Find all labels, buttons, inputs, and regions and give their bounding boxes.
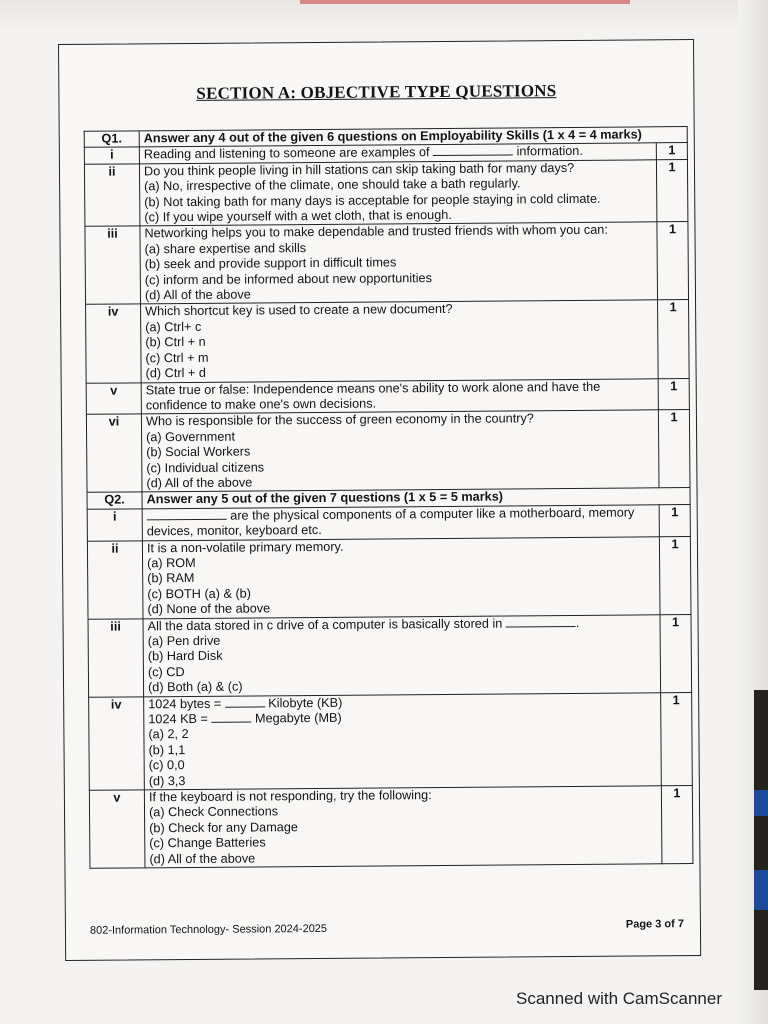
option-a: (a) Ctrl+ c	[145, 319, 202, 335]
conversion-pre: 1024 KB =	[148, 711, 208, 727]
question-number: ii	[84, 164, 139, 227]
question-stem: Which shortcut key is used to create a new document?	[145, 302, 453, 319]
exam-page	[58, 39, 701, 961]
option-d: (d) Ctrl + d	[145, 365, 206, 381]
option-d: (d) All of the above	[144, 287, 251, 303]
conversion-post: Megabyte (MB)	[254, 710, 342, 726]
question-text: State true or false: Independence means one's ability to work alone and have the confidence to make one's own decisions.	[141, 378, 658, 414]
question-text	[144, 786, 662, 868]
question-number: iv	[89, 696, 145, 790]
table-row	[87, 504, 690, 541]
marks-cell: 1	[661, 786, 693, 864]
option-a: (a) No, irrespective of the climate, one should take a bath regularly.	[144, 176, 521, 194]
option-b: (b) Not taking bath for many days is acceptable for people staying in cold climate.	[144, 191, 601, 209]
option-d: (d) All of the above	[146, 475, 253, 491]
question-stem: If the keyboard is not responding, try the following:	[148, 788, 432, 805]
option-d: (d) 3,3	[148, 773, 186, 788]
question-stem: Do you think people living in hill stations can skip taking bath for many days?	[143, 160, 575, 179]
question-number: i	[84, 147, 139, 164]
marks-cell: 1	[661, 692, 693, 786]
top-paper-edge	[0, 0, 768, 30]
option-b: (b) 1,1	[148, 742, 186, 758]
option-a: (a) Government	[146, 429, 235, 445]
question-stem-line: All the data stored in c drive of a computer is basically stored in .	[147, 615, 580, 633]
q2-instructions: Answer any 5 out of the given 7 questions (1 x 5 = 5 marks)	[142, 488, 690, 509]
question-number: iii	[85, 226, 141, 304]
question-number: v	[86, 382, 141, 414]
question-text	[139, 160, 656, 227]
question-stem: All the data stored in c drive of a computer is basically stored in	[147, 616, 503, 633]
option-c: (c) If you wipe yourself with a wet cloth, that is enough.	[144, 207, 452, 225]
marks-cell: 1	[656, 159, 687, 222]
question-number: i	[87, 509, 142, 541]
option-a: (a) Check Connections	[148, 804, 279, 820]
q2-number: Q2.	[87, 492, 142, 509]
questions-table	[84, 126, 694, 869]
answer-blank	[211, 712, 251, 723]
question-text	[143, 614, 661, 696]
question-text	[141, 300, 659, 382]
table-row	[86, 378, 689, 415]
marks-cell: 1	[656, 143, 687, 160]
question-number: vi	[86, 414, 142, 492]
answer-blank	[506, 616, 576, 628]
table-row	[86, 410, 690, 493]
option-a: (a) Pen drive	[147, 633, 221, 649]
footer-page-number: Page 3 of 7	[625, 918, 684, 931]
table-row	[85, 222, 689, 305]
option-b: (b) Ctrl + n	[145, 335, 206, 350]
option-b: (b) seek and provide support in difficult times	[144, 255, 397, 272]
edge-dark-strip	[754, 690, 768, 990]
marks-cell: 1	[657, 222, 689, 300]
option-b: (b) Hard Disk	[147, 649, 223, 664]
table-row	[86, 300, 690, 383]
question-text	[142, 536, 660, 618]
marks-cell: 1	[658, 378, 689, 410]
edge-blue-patch	[754, 790, 768, 816]
red-edge-mark	[300, 0, 630, 4]
option-c: (c) Change Batteries	[149, 835, 266, 851]
marks-cell: 1	[658, 300, 690, 378]
option-b: (b) RAM	[147, 571, 195, 586]
question-text-post: information.	[516, 144, 583, 159]
edge-blue-patch-2	[754, 870, 768, 910]
answer-blank	[147, 508, 227, 520]
answer-blank	[225, 696, 265, 707]
question-number: v	[89, 790, 145, 868]
option-c: (c) CD	[147, 664, 185, 680]
question-text	[142, 505, 659, 541]
question-number: iii	[88, 618, 144, 696]
right-background-edge	[738, 0, 768, 1024]
table-row	[87, 536, 691, 619]
question-text	[144, 692, 662, 789]
option-c: (c) inform and be informed about new opportunities	[144, 270, 432, 287]
marks-cell: 1	[659, 504, 690, 536]
question-number: ii	[87, 540, 143, 618]
scanner-watermark: Scanned with CamScanner	[515, 989, 722, 1008]
marks-cell: 1	[659, 536, 691, 614]
question-stem: Who is responsible for the success of green economy in the country?	[145, 411, 534, 429]
option-d: (d) All of the above	[149, 851, 256, 866]
question-number: iv	[86, 304, 142, 382]
option-b: (b) Social Workers	[146, 444, 251, 460]
conversion-post: Kilobyte (KB)	[268, 695, 343, 710]
option-d: (d) Both (a) & (c)	[148, 679, 243, 695]
table-row	[89, 692, 693, 790]
table-row	[84, 159, 687, 226]
question-stem: Networking helps you to make dependable and trusted friends with whom you can:	[144, 223, 608, 241]
conversion-pre: 1024 bytes =	[148, 696, 222, 711]
answer-blank	[433, 145, 513, 157]
marks-cell: 1	[660, 614, 692, 692]
option-a: (a) share expertise and skills	[144, 240, 307, 257]
option-c: (c) BOTH (a) & (b)	[147, 586, 251, 602]
option-a: (a) ROM	[147, 555, 196, 571]
table-row	[88, 614, 692, 697]
table-row	[89, 786, 693, 869]
q1-instructions: Answer any 4 out of the given 6 questions on Employability Skills (1 x 4 = 4 marks)	[139, 127, 687, 148]
question-text	[141, 410, 659, 492]
section-title: SECTION A: OBJECTIVE TYPE QUESTIONS	[196, 81, 557, 103]
option-c: (c) 0,0	[148, 758, 185, 773]
question-text-pre: Reading and listening to someone are examples of	[143, 145, 430, 162]
footer-course: 802-Information Technology- Session 2024-2025	[89, 922, 328, 937]
question-stem: are the physical components of a computer like a motherboard, memory devices, monitor, keyboard etc.	[146, 505, 635, 539]
option-a: (a) 2, 2	[148, 727, 189, 742]
q1-number: Q1.	[84, 131, 139, 148]
option-c: (c) Ctrl + m	[145, 350, 209, 366]
option-b: (b) Check for any Damage	[149, 820, 299, 836]
option-d: (d) None of the above	[147, 601, 271, 617]
question-stem: It is a non-volatile primary memory.	[146, 539, 344, 555]
option-c: (c) Individual citizens	[146, 459, 265, 475]
marks-cell: 1	[658, 410, 690, 488]
question-text	[140, 222, 658, 304]
